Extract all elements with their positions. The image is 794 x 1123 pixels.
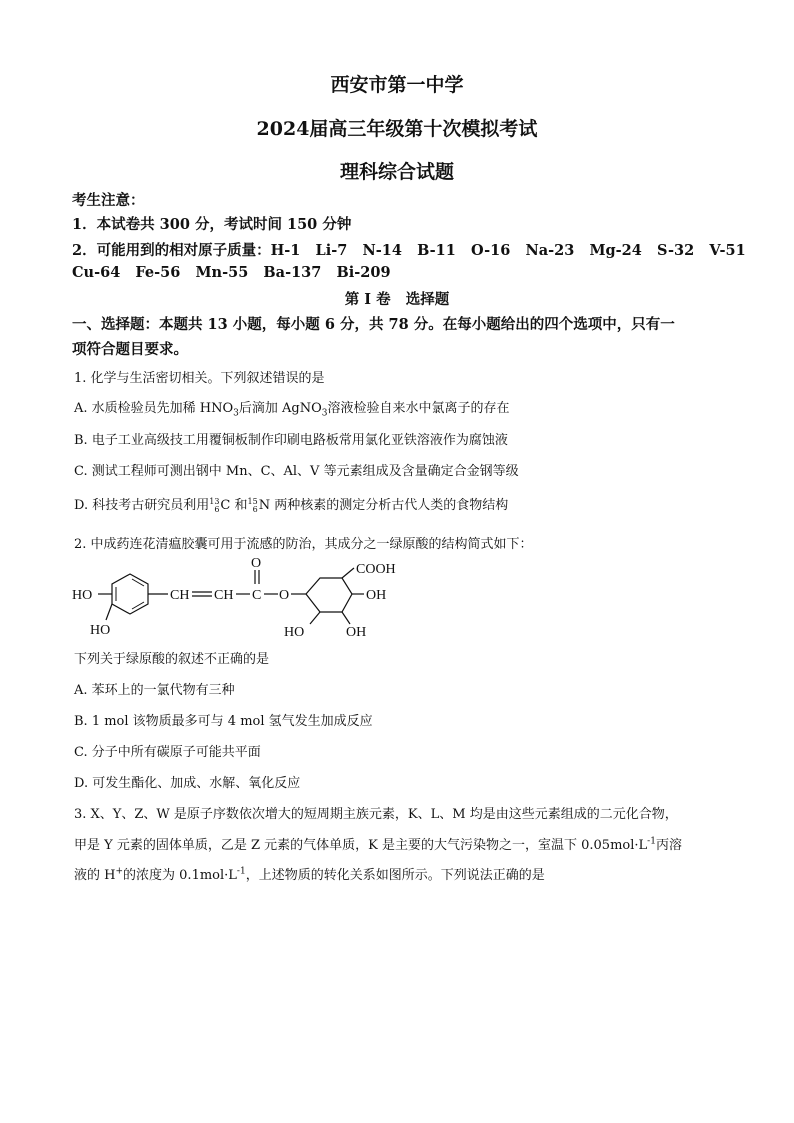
ho-label-2: HO (90, 623, 111, 638)
q2-option-c: C. 分子中所有碳原子可能共平面 (74, 745, 261, 760)
q2-option-d: D. 可发生酯化、加成、水解、氧化反应 (74, 776, 301, 791)
section-instruction-1: 一、选择题：本题共 13 小题，每小题 6 分，共 78 分。在每小题给出的四个选项中，只有一 (72, 316, 675, 333)
q1-option-b: B. 电子工业高级技工用覆铜板制作印刷电路板常用氯化亚铁溶液作为腐蚀液 (74, 433, 508, 448)
q1-option-d: D. 科技考古研究员利用13 6C 和15 6N 两种核素的测定分析古代人类的食物结构 (74, 496, 509, 514)
cooh-label: COOH (356, 562, 396, 577)
q2-option-b: B. 1 mol 该物质最多可与 4 mol 氢气发生加成反应 (74, 714, 373, 729)
subject-title: 理科综合试题 (339, 161, 454, 183)
q2-option-a: A. 苯环上的一氯代物有三种 (74, 683, 235, 698)
section-instruction-2: 项符合题目要求。 (72, 341, 188, 358)
q1-stem: 1. 化学与生活密切相关。下列叙述错误的是 (74, 371, 325, 386)
q3-line-1: 3. X、Y、Z、W 是原子序数依次增大的短周期主族元素，K、L、M 均是由这些元素组成的二元化合物， (74, 807, 678, 822)
notice-item-2-cont: Cu-64 Fe-56 Mn-55 Ba-137 Bi-209 (72, 264, 391, 281)
q2-sub-stem: 下列关于绿原酸的叙述不正确的是 (74, 652, 270, 667)
section-title: 第 I 卷 选择题 (344, 291, 450, 308)
cyclohexane-ring (306, 578, 352, 612)
isotope-c13: 13 6 (209, 496, 220, 514)
ho-label-3: HO (284, 625, 305, 640)
q3-line-2: 甲是 Y 元素的固体单质，乙是 Z 元素的气体单质，K 是主要的大气污染物之一，室温下 $0.05mol\cdot L^{-1}$丙溶 (74, 836, 682, 853)
ch-label-1: CH (170, 588, 190, 603)
oh-label-1: OH (366, 588, 387, 603)
school-name: 西安市第一中学 (330, 74, 464, 96)
q3-line-3: 液的 H+的浓度为 $0.1mol\cdot L^{-1}$，上述物质的转化关系如图所示。下列说法正确的是 (74, 866, 545, 883)
chlorogenic-acid-structure (70, 556, 430, 646)
benzene-ring (112, 574, 148, 614)
notice-heading: 考生注意： (72, 192, 145, 209)
ester-o-label: O (279, 588, 290, 603)
q1-option-c: C. 测试工程师可测出钢中 Mn、C、Al、V 等元素组成及含量确定合金钢等级 (74, 464, 519, 479)
ch-label-2: CH (214, 588, 234, 603)
carbonyl-o-label: O (251, 556, 262, 571)
notice-item-1: 1．本试卷共 300 分，考试时间 150 分钟 (72, 216, 352, 233)
ho-label-1: HO (72, 588, 93, 603)
q2-stem: 2. 中成药连花清瘟胶囊可用于流感的防治，其成分之一绿原酸的结构简式如下： (74, 537, 533, 552)
oh-label-2: OH (346, 625, 367, 640)
notice-item-2: 2．可能用到的相对原子质量：H-1 Li-7 N-14 B-11 O-16 Na-23 Mg-24 S-32 V-51 (72, 242, 746, 259)
q1-option-a: A. 水质检验员先加稀 $HNO_3$后滴加 AgNO$_3$溶液检验自来水中氯离子的存在 (74, 401, 510, 419)
exam-title: 2024届高三年级第十次模拟考试 (256, 118, 538, 140)
isotope-n15: 15 6 (247, 496, 258, 514)
carbonyl-c-label: C (252, 588, 262, 603)
